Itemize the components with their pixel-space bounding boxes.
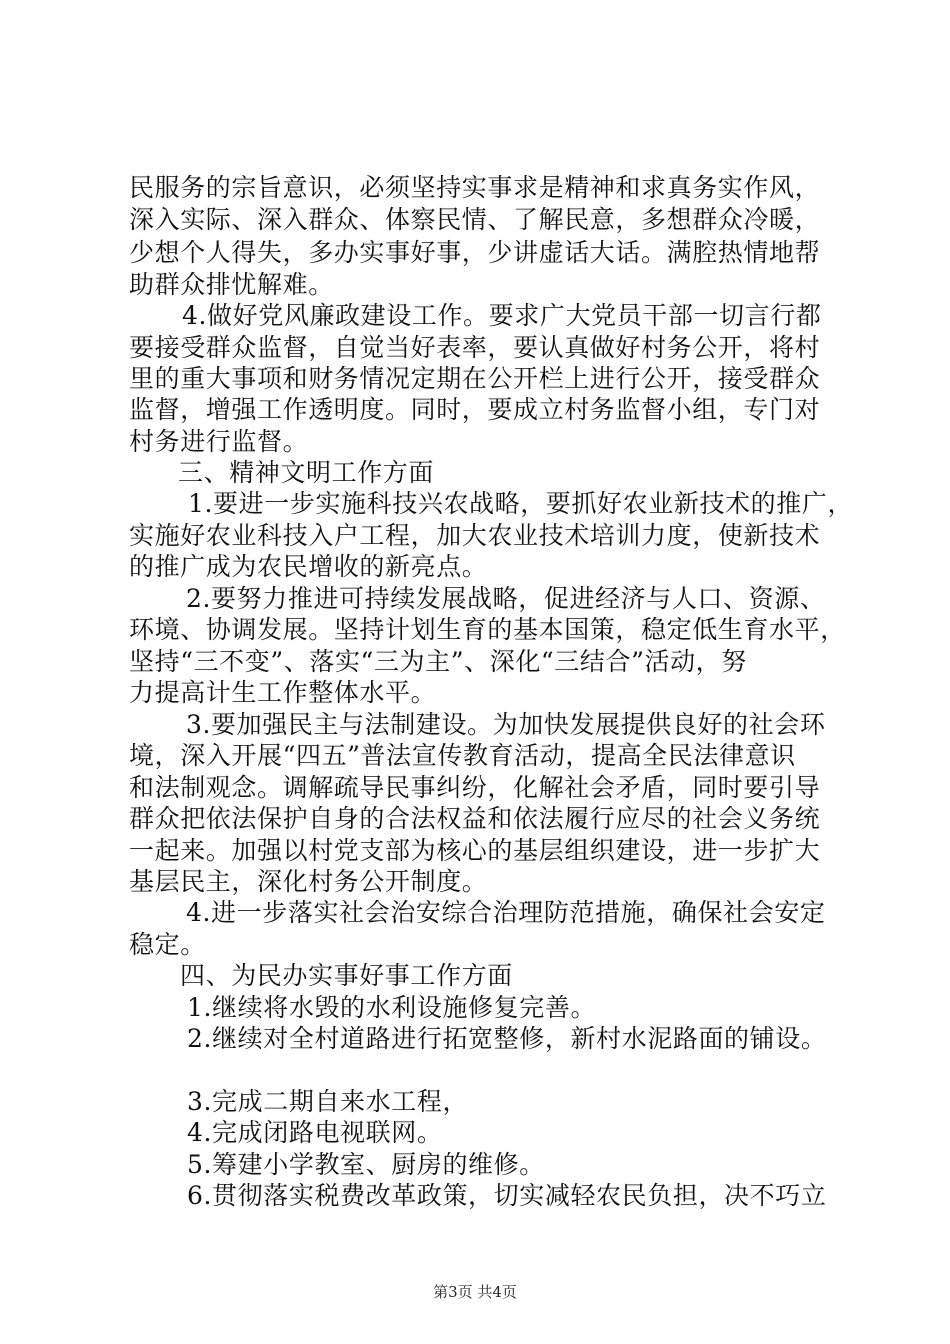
line-18: 3.要加强民主与法制建设。为加快发展提供良好的社会环 xyxy=(186,710,826,739)
line-4: 助群众排忧解难。 xyxy=(129,270,334,299)
line-32: 6.贯彻落实税费改革政策，切实减轻农民负担，决不巧立 xyxy=(187,1181,827,1210)
line-27: 1.继续将水毁的水利设施修复完善。 xyxy=(187,993,597,1022)
line-12: 实施好农业科技入户工程，加大农业技术培训力度，使新技术 xyxy=(129,521,821,550)
line-16: 坚持“三不变”、落实“三为主”、深化“三结合”活动，努 xyxy=(129,647,747,676)
line-23: 基层民主，深化村务公开制度。 xyxy=(129,867,488,896)
line-15: 环境、协调发展。坚持计划生育的基本国策，稳定低生育水平， xyxy=(129,615,846,644)
line-3: 少想个人得失，多办实事好事，少讲虚话大话。满腔热情地帮 xyxy=(129,238,821,267)
line-9: 村务进行监督。 xyxy=(129,427,309,456)
line-5: 4.做好党风廉政建设工作。要求广大党员干部一切言行都 xyxy=(182,301,822,330)
line-31: 5.筹建小学教室、厨房的维修。 xyxy=(187,1150,545,1179)
line-28: 2.继续对全村道路进行拓宽整修，新村水泥路面的铺设。 xyxy=(187,1024,827,1053)
line-29: 3.完成二期自来水工程， xyxy=(187,1087,469,1116)
line-20: 和法制观念。调解疏导民事纠纷，化解社会矛盾，同时要引导 xyxy=(129,773,821,802)
line-21: 群众把依法保护自身的合法权益和依法履行应尽的社会义务统 xyxy=(129,804,821,833)
line-8: 监督，增强工作透明度。同时，要成立村务监督小组，专门对 xyxy=(129,395,821,424)
line-17: 力提高计生工作整体水平。 xyxy=(129,678,437,707)
section-heading-4: 四、为民办实事好事工作方面 xyxy=(180,961,513,990)
line-11: 1.要进一步实施科技兴农战略，要抓好农业新技术的推广， xyxy=(188,489,854,518)
page-footer: 第3页 共4页 xyxy=(433,1283,517,1301)
line-25: 稳定。 xyxy=(129,930,206,959)
section-heading-3: 三、精神文明工作方面 xyxy=(178,458,435,487)
line-2: 深入实际、深入群众、体察民情、了解民意，多想群众冷暖， xyxy=(129,205,821,234)
line-22: 一起来。加强以村党支部为核心的基层组织建设，进一步扩大 xyxy=(129,836,821,865)
line-24: 4.进一步落实社会治安综合治理防范措施，确保社会安定 xyxy=(186,898,826,927)
line-7: 里的重大事项和财务情况定期在公开栏上进行公开，接受群众 xyxy=(129,364,821,393)
line-14: 2.要努力推进可持续发展战略，促进经济与人口、资源、 xyxy=(186,584,826,613)
line-1: 民服务的宗旨意识，必须坚持实事求是精神和求真务实作风， xyxy=(129,173,821,202)
line-13: 的推广成为农民增收的新亮点。 xyxy=(129,552,488,581)
line-30: 4.完成闭路电视联网。 xyxy=(187,1118,443,1147)
line-6: 要接受群众监督，自觉当好表率，要认真做好村务公开，将村 xyxy=(129,333,821,362)
line-19: 境，深入开展“四五”普法宣传教育活动，提高全民法律意识 xyxy=(129,741,796,770)
